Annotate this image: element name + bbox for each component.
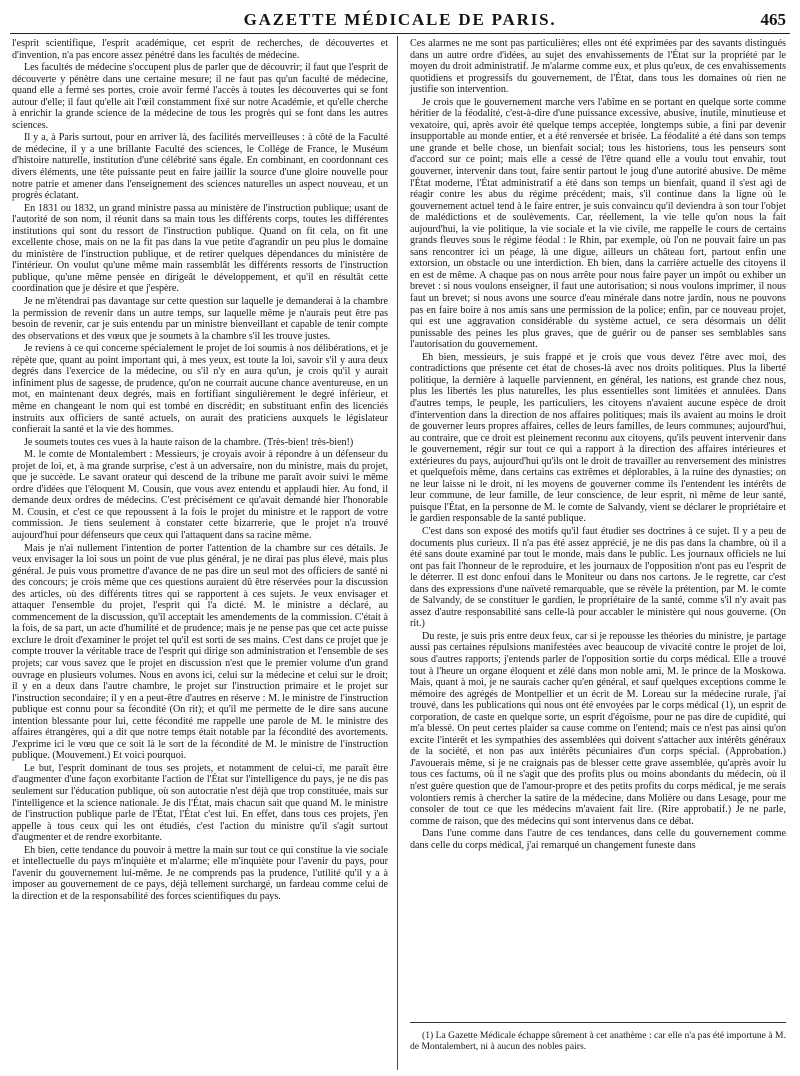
left-column-paragraph: Eh bien, cette tendance du pouvoir à mettre la main sur tout ce qui constitue la vie sociale et intellectuelle du pays m'inquiète et m'alarme; elle m'inquiète pour l'avenir du pays, pour l'avenir du gouvernement lui-même. Je ne comprends pas la prudence, l'utilité qu'il y a à imposer au gouvernement de ce pays, déjà tellement surchargé, un fardeau comme celui de la direction et de la responsabilité des forces scientifiques du pays. <box>12 844 388 902</box>
header-rule <box>10 33 790 34</box>
right-column <box>410 38 786 1070</box>
left-column-paragraph: Le but, l'esprit dominant de tous ses projets, et notamment de celui-ci, me paraît être d'augmenter d'une façon exorbitante l'action de l'État sur l'intelligence du pays, je ne dis pas seulement sur l'éducation publique, où son autocratie n'est déjà que trop constituée, mais sur l'intelligence et la science nationale. Je dis l'État, mais chacun sait que quand M. le ministre de l'instruction publique parle de l'État, l'État c'est lui. En effet, dans tous ces projets, j'en appelle à tous ceux qui les ont étudiés, c'est l'action du ministre qu'il s'agit surtout d'augmenter et de rendre exorbitante. <box>12 762 388 844</box>
column-divider <box>397 36 398 1070</box>
left-column-paragraph: M. le comte de Montalembert : Messieurs, je croyais avoir à répondre à un défenseur du projet de loi, et, à ma grande surprise, c'est à un adversaire, non du ministre, mais du projet, que je succède. Le savant orateur qui descend de la tribune me paraît avoir suivi le même ordre d'idées que l'éloquent M. Cousin, que vous avez entendu et applaudi hier. Au fond, il demande deux ordres de médecins. C'est précisément ce qu'avait demandé hier l'honorable M. Cousin, et c'est ce que repoussent à la fois le projet du ministre et le rapport de votre commission. Je tiens seulement à constater cette bizarrerie, que le projet n'a trouvé aujourd'hui pour défenseurs que ceux qui l'attaquent dans sa racine même. <box>12 449 388 541</box>
left-column <box>12 38 388 1070</box>
right-column-paragraph: C'est dans son exposé des motifs qu'il faut étudier ses doctrines à ce sujet. Il y a peu de documents plus curieux. Il n'a pas été assez apprécié, je ne dis pas dans la chambre, où il a été sans doute examiné par tout le monde, mais dans le public. Les journaux officiels ne lui ont pas fait l'honneur de le reproduire, et les journaux de l'opposition n'ont pas eu l'esprit de le déterrer. Il est donc enfoui dans le Moniteur ou dans nos cartons. Je le regrette, car c'est dans des expressions d'une naïveté remarquable, que se révèle la prétention, par M. le comte de Salvandy, de se constituer le gardien, le propriétaire de la santé, comme s'il n'y avait pas assez d'autre responsabilité sans celle-là pour accabler le ministère qui nous gouverne. (On rit.) <box>410 525 786 630</box>
right-column-paragraph: Ces alarmes ne me sont pas particulières; elles ont été exprimées par des savants distingués dans un autre ordre d'idées, au sujet des envahissements de l'État sur la propriété par le moyen du droit administratif. Je m'alarme comme eux, et plus qu'eux, de ces envahissements quotidiens et progressifs du gouvernement, de l'État, dans tous les domaines où rien ne justifie son intervention. <box>410 38 786 96</box>
left-column-paragraph: Il y a, à Paris surtout, pour en arriver là, des facilités merveilleuses : à côté de la Faculté de médecine, il y a une brillante Faculté des sciences, le Collége de France, le Muséum d'histoire naturelle, institution d'une célébrité sans égale. En combinant, en coordonnant ces divers éléments, une tête puissante peut en faire jaillir la source d'une gloire nouvelle pour notre patrie et amener dans l'enseignement des sciences naturelles un aspect nouveau, et un progrès éclatant. <box>12 132 388 202</box>
left-column-paragraph: Les facultés de médecine s'occupent plus de parler que de découvrir; il faut que l'esprit de découverte y pénètre dans une certaine mesure; il ne faut pas qu'un faculté de médecine, quand elle a fermé ses portes, croie avoir fermé l'accès à toutes les découvertes qui se font autour d'elle; il faut qu'elle ait l'œil constamment fixé sur notre Académie, et qu'elle cherche à enrichir la grande science de la médecine de tous les progrès qui se font dans les autres sciences. <box>12 62 388 131</box>
footnote-rule <box>410 1022 786 1023</box>
page-number: 465 <box>760 10 786 29</box>
right-column-paragraph: Eh bien, messieurs, je suis frappé et je crois que vous devez l'être avec moi, des contradictions que présente cet état de choses-là avec nos droits politiques. Plus la liberté politique, la dernière à laquelle parviennent, en général, les nations, est grande chez nous, plus les libertés les plus naturelles, les plus essentielles sont limitées et annulées. Dans d'autres temps, le peuple, les particuliers, les citoyens n'avaient aucune espèce de droit d'intervention dans la direction de nos affaires politiques; mais ils avaient au moins le droit de gouverner leurs propres affaires, celles de leurs familles, de leurs communes; aujourd'hui, au contraire, que ce droit est pleinement reconnu aux citoyens, qu'ils peuvent intervenir dans le gouvernement, régir sur tout ce qui a rapport à la direction des affaires intérieures et extérieures du pays, aujourd'hui qu'ils ont le droit de travailler au renversement des ministres et quelquefois même, dans certains cas extrêmes et déplorables, à la ruine des dynasties; on ne leur laisse ni le droit, ni les moyens de gouverner comme ils l'entendent les intérêts de leur commune, de leur famille, de leur conscience, de leur esprit, ni même de leur santé, puisque l'État, en la personne de M. le comte de Salvandy, vient se déclarer le propriétaire et le gardien responsable de la santé publique. <box>410 351 786 525</box>
left-column-paragraph: Je ne m'étendrai pas davantage sur cette question sur laquelle je demanderai à la chambre la permission de revenir dans un autre temps, sur laquelle même je n'aurais peut être pas besoin de revenir, car je suis entendu par un ministre bienveillant et capable de tenir compte des observations et des vœux que je soumets à la chambre s'il les trouve justes. <box>12 296 388 342</box>
page-title: GAZETTE MÉDICALE DE PARIS. <box>243 10 557 29</box>
page-header <box>14 8 786 32</box>
footnote: (1) La Gazette Médicale échappe sûrement à cet anathème : car elle n'a pas été importune à M. de Montalembert, ni à aucun des nobles pairs. <box>410 1030 786 1052</box>
right-column-paragraph: Je crois que le gouvernement marche vers l'abîme en se portant en quelque sorte comme héritier de la féodalité, c'est-à-dire d'une puissance excessive, abusive, inutile, minutieuse et vexatoire, qui, après avoir été quelque temps acceptée, longtemps subie, a fini par devenir insupportable au monde entier, et a été renversée et brisée. La féodalité a été dans son temps une grande et belle chose, un bienfait social; tous les historiens, tous les penseurs sont d'accord sur ce point; mais elle a cessé de l'être quand elle a voulu tout envahir, tout gouverner, intervenir dans tout, faire sentir partout le joug d'une autorité abusive. De même l'État moderne, l'État administratif a été dans son temps un bienfait, quand il s'est agi de réagir contre les abus du régime précédent; mais, s'il continue dans la ligne où le gouvernement actuel tend à le faire entrer, je suis convaincu qu'il deviendra à son tour l'objet de malédictions et de soulèvements. Car, réellement, la vie telle qu'on nous la fait aujourd'hui, la vie politique, la vie sociale et la vie civile, me rappelle le cours de certains grands fleuves sous le régime féodal : le Rhin, par exemple, où l'on ne pouvait faire un pas sans rencontrer ici un péage, là une digue, ailleurs un château fort, partout enfin une extorsion, un obstacle ou une interdiction. Eh bien, dans la carrière actuelle des citoyens il en est de même. A chaque pas on nous arrête pour nous faire payer un impôt ou exhiber un brevet : si nous voulons enseigner, il faut une autorisation; si nous voulons imprimer, il nous faut un brevet; si nous avons une source d'eau minérale dans notre jardin, nous ne pouvons pas en faire boire à nos amis sans une permission de la police; enfin, par ce nouveau projet, qui est une aggravation considérable du système actuel, ce sera désormais un délit punissable des peines les plus graves, que de guérir ou de panser ses semblables sans l'autorisation du gouvernement. <box>410 96 786 351</box>
left-column-paragraph: Mais je n'ai nullement l'intention de porter l'attention de la chambre sur ces détails. Je veux envisager la loi sous un point de vue plus général, je ne dirai pas plus élevé, mais plus général. Je puis vous promettre d'avance de ne pas dire un seul mot des officiers de santé ni des concours; je crois même que ces questions auraient dû être réservées pour la discussion des articles, où des différents titres qui se rapportent à ces sujets. Je veux envisager et attaquer l'ensemble du projet, l'esprit qui l'a dicté. M. le ministre a déclaré, au commencement de la discussion, qu'il acceptait les amendements de la commission. C'était à la fois, de sa part, un acte d'humilité et de prudence; mais je ne pense pas que cet acte puisse exclure le droit d'examiner le projet tel qu'il est sorti de ses mains. C'est dans ce projet que je compte trouver la véritable trace de l'esprit qui dirige son administration et l'ensemble de ses projets; car vous savez que le projet en discussion n'est que le premier volume d'un grand ouvrage en plusieurs volumes. Nous en avons ici, celui sur la médecine et celui sur le droit; il y en a deux dans l'autre chambre, le projet sur l'instruction primaire et le projet sur l'instruction secondaire; il y en a peut-être d'autres en réserve : M. le ministre de l'instruction publique est connu pour sa fécondité (On rit); et qu'il me permette de le dire sans aucune intention blessante pour lui, cette fécondité me rappelle une parole de M. le ministre des affaires étrangères, qui a dit que notre temps était notable par la fécondité des avortements. J'exprime ici le vœu que ce soit là le sort de la fécondité de M. le ministre de l'instruction publique. (Mouvement.) Et voici pourquoi. <box>12 542 388 762</box>
left-column-paragraph: l'esprit scientifique, l'esprit académique, cet esprit de recherches, de découvertes et d'invention, n'a pas encore assez pénétré dans les facultés de médecine. <box>12 38 388 61</box>
right-column-paragraph: Du reste, je suis pris entre deux feux, car si je repousse les théories du ministre, je partage aussi pas certaines répulsions manifestées avec beaucoup de vivacité contre le projet de loi, sous d'autres rapports; j'entends parler de l'opposition sortie du corps médical. Elle a trouvé tout à l'heure un organe éloquent et zélé dans mon noble ami, M. le prince de la Moskowa. Mais, quant à moi, je ne saurais cacher qu'en général, et sauf quelques exceptions comme le mémoire des agrégés de Montpellier et un écrit de M. Loreau sur la médecine rurale, j'ai trouvé, dans les publications qui nous ont été envoyées par le corps médical (1), un esprit de corporation, de caste en quelque sorte, un esprit d'égoïsme, pour ne pas dire de cupidité, qui m'a blessé. On peut certes plaider sa cause comme on l'entend; mais ce n'est pas ainsi qu'on excite l'intérêt et les sympathies des assemblées qui doivent s'attacher aux intérêts généraux de la société, et non pas aux intérêts pécuniaires d'un corps spécial. (Approbation.) J'avouerais même, si je ne craignais pas de blesser cette grave assemblée, qu'après avoir lu tous ces factums, où il ne s'agit que des profits plus ou moins abondants du médecin, où il n'est guère question que de l'amour-propre et des petits profits du corps médical, je me serais volontiers remis à chercher la satire de la médecine, dans Molière ou dans Lesage, pour me consoler de tout ce que les médecins m'avaient fait lire. (Rire approbatif.) Je ne parle, comme de raison, que des médecins qui sont intervenus dans ce débat. <box>410 630 786 827</box>
right-column-paragraph: Dans l'une comme dans l'autre de ces tendances, dans celle du gouvernement comme dans celle du corps médical, j'ai remarqué un changement funeste dans <box>410 828 786 851</box>
left-column-paragraph: En 1831 ou 1832, un grand ministre passa au ministère de l'instruction publique; usant de l'autorité de son nom, il réunit dans sa main tous les différents corps, toutes les différentes institutions qui sont du ressort de l'instruction publique. Quand on fit cela, on fit une excellente chose, mais on ne la fit pas dans la vue petite d'agrandir un peu plus le domaine du ministère de l'instruction publique, et de retirer quelques dépendances du ministère de l'intérieur. On voulut qu'une même main rassemblât les différents ressorts de l'instruction publique, qu'une même pensée en dirigeât le développement, et qu'il en résultât cette coordination que je désire et que j'espère. <box>12 202 388 295</box>
left-column-paragraph: Je reviens à ce qui concerne spécialement le projet de loi soumis à nos délibérations, et je répète que, quant au point important qui, à mes yeux, est toute la loi, savoir s'il y aura deux degrés dans l'exercice de la médecine, ou s'il n'y en aura qu'un, je crois qu'il y aurait infiniment plus de sagesse, de prudence, qu'on ne courrait aucune chance aventureuse, en un mot, en maintenant deux degrés, mais en fortifiant singulièrement le degré inférieur, et même en changeant le nom qui est tombé en discrédit; en substituant enfin des licenciés instruits aux officiers de santé actuels, on aurait des praticiens auxquels le législateur confierait la santé et la vie des hommes. <box>12 343 388 436</box>
left-column-paragraph: Je soumets toutes ces vues à la haute raison de la chambre. (Très-bien! très-bien!) <box>24 436 354 448</box>
